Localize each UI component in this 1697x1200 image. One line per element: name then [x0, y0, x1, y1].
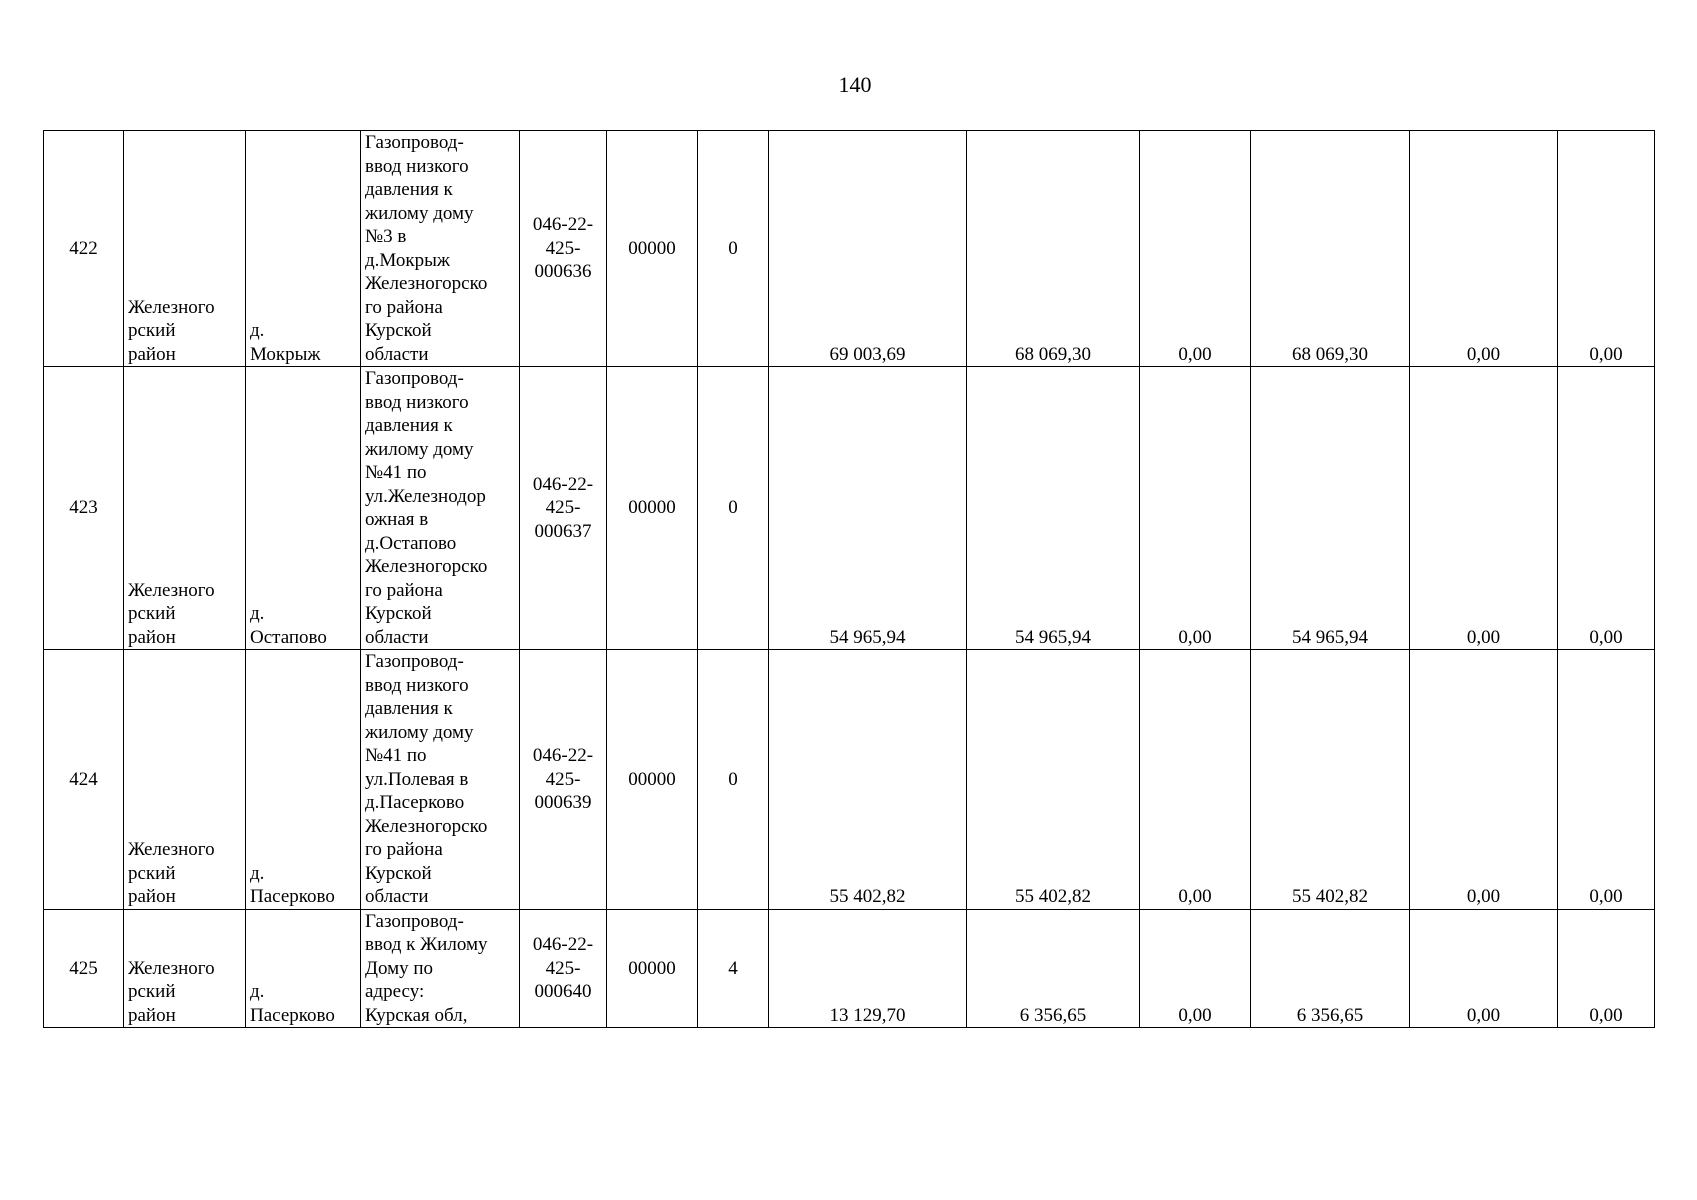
place-cell: [246, 650, 361, 910]
cadastral-code-cell: [520, 650, 607, 910]
cadastral-code-line: 046-22-: [532, 934, 594, 955]
amount-cell-v3: [1140, 909, 1251, 1028]
amount-cell-v6: [1558, 909, 1655, 1028]
place-line: д.: [250, 981, 265, 1002]
quantity-cell: [698, 650, 769, 910]
amount-value: 0,00: [1589, 1004, 1623, 1026]
district-line: район: [128, 343, 176, 365]
quantity-value: 0: [728, 497, 738, 519]
row-number: 425: [69, 957, 98, 979]
district-line: рский: [128, 320, 176, 341]
cadastral-code-line: 425-: [545, 957, 581, 979]
cadastral-code-cell: [520, 909, 607, 1028]
amount-cell-v6: [1558, 650, 1655, 910]
district-line: рский: [128, 603, 176, 624]
cadastral-code-line: 000640: [534, 981, 592, 1002]
district-line: рский: [128, 981, 176, 1002]
table-row: [44, 367, 1655, 650]
description-line: жилому дому: [365, 721, 474, 743]
amount-cell-v3: [1140, 131, 1251, 367]
district-line: район: [128, 886, 176, 907]
district-line: Железного: [128, 839, 215, 860]
amount-value: 0,00: [1589, 343, 1623, 365]
cadastral-code-line: 425-: [545, 497, 581, 519]
amount-cell-v1: [769, 909, 967, 1028]
amount-value: 0,00: [1589, 626, 1623, 648]
amount-value: 68 069,30: [1015, 343, 1091, 365]
cadastral-code-cell: [520, 367, 607, 650]
amount-value: 0,00: [1466, 343, 1501, 365]
description-line: ввод низкого: [365, 674, 469, 696]
description-line: д.Мокрыж: [365, 249, 450, 271]
place-line: д.: [250, 603, 265, 624]
amount-value: 69 003,69: [829, 343, 906, 365]
table-row: [44, 909, 1655, 1028]
amount-value: 6 356,65: [1019, 1004, 1087, 1026]
description-cell: [361, 367, 520, 650]
description-line: жилому дому: [365, 202, 474, 224]
place-line: Остапово: [250, 626, 327, 648]
description-line: жилому дому: [365, 438, 474, 460]
description-line: №41 по: [365, 462, 427, 483]
amount-value: 55 402,82: [1015, 886, 1091, 907]
zeros-value: 00000: [628, 957, 676, 979]
description-line: Курской: [365, 320, 432, 341]
district-line: Железного: [128, 957, 215, 979]
amount-value: 6 356,65: [1296, 1004, 1364, 1026]
district-line: рский: [128, 862, 176, 884]
amount-cell-v5: [1410, 909, 1558, 1028]
cadastral-code-line: 046-22-: [532, 473, 594, 495]
description-line: Курская обл,: [365, 1004, 468, 1026]
description-line: ввод к Жилому: [365, 934, 488, 955]
amount-value: 0,00: [1466, 1004, 1501, 1026]
amount-value: 54 965,94: [829, 626, 906, 648]
amount-cell-v4: [1251, 367, 1410, 650]
amount-value: 0,00: [1466, 626, 1501, 648]
amount-value: 55 402,82: [829, 886, 906, 907]
cadastral-code-line: 000636: [534, 261, 592, 283]
cadastral-code-line: 046-22-: [532, 214, 594, 236]
place-cell: [246, 367, 361, 650]
row-number: 424: [69, 768, 98, 790]
quantity-cell: [698, 909, 769, 1028]
description-line: Курской: [365, 603, 432, 624]
amount-cell-v6: [1558, 367, 1655, 650]
amount-value: 0,00: [1178, 343, 1212, 365]
amount-cell-v4: [1251, 909, 1410, 1028]
row-number: 423: [69, 497, 98, 519]
description-line: ул.Полевая в: [365, 768, 469, 790]
row-number-cell: [44, 909, 124, 1028]
amount-cell-v5: [1410, 650, 1558, 910]
zeros-value: 00000: [628, 497, 676, 519]
amount-value: 0,00: [1178, 1004, 1212, 1026]
zeros-cell: [607, 650, 698, 910]
district-line: район: [128, 626, 176, 648]
district-cell: [124, 367, 246, 650]
page-number: 140: [838, 72, 872, 97]
cadastral-code-line: 425-: [545, 768, 581, 790]
description-line: давления к: [365, 415, 453, 436]
amount-cell-v2: [967, 367, 1140, 650]
row-number: 422: [69, 237, 98, 259]
zeros-value: 00000: [628, 237, 676, 259]
amount-cell-v5: [1410, 131, 1558, 367]
cadastral-code-line: 425-: [545, 237, 581, 259]
description-line: №3 в: [365, 226, 407, 247]
description-line: Газопровод-: [365, 132, 464, 153]
description-line: давления к: [365, 179, 453, 200]
property-table: [43, 130, 1655, 1028]
place-line: Мокрыж: [250, 343, 321, 365]
amount-cell-v2: [967, 909, 1140, 1028]
description-line: ожная в: [365, 509, 429, 530]
zeros-cell: [607, 367, 698, 650]
amount-cell-v6: [1558, 131, 1655, 367]
place-line: д.: [250, 862, 265, 884]
amount-value: 54 965,94: [1015, 626, 1091, 648]
description-line: Железногорско: [365, 273, 488, 294]
description-line: Газопровод-: [365, 910, 464, 932]
amount-value: 13 129,70: [829, 1004, 906, 1026]
amount-value: 68 069,30: [1292, 343, 1368, 365]
amount-value: 54 965,94: [1292, 626, 1368, 648]
description-line: давления к: [365, 698, 453, 719]
row-number-cell: [44, 131, 124, 367]
amount-cell-v1: [769, 367, 967, 650]
zeros-cell: [607, 909, 698, 1028]
amount-cell-v2: [967, 650, 1140, 910]
amount-cell-v4: [1251, 650, 1410, 910]
description-line: ввод низкого: [365, 155, 469, 177]
district-cell: [124, 650, 246, 910]
description-line: Газопровод-: [365, 651, 464, 672]
quantity-value: 0: [728, 768, 738, 790]
amount-cell-v3: [1140, 650, 1251, 910]
district-cell: [124, 131, 246, 367]
description-line: го района: [365, 579, 443, 601]
place-line: д.: [250, 320, 265, 341]
amount-cell-v4: [1251, 131, 1410, 367]
quantity-value: 4: [728, 957, 738, 979]
description-line: области: [365, 343, 429, 365]
amount-value: 0,00: [1589, 886, 1623, 907]
description-line: ул.Железнодор: [365, 485, 486, 507]
description-line: области: [365, 886, 429, 907]
table-body: [44, 131, 1655, 1028]
amount-value: 0,00: [1466, 886, 1501, 907]
table-row: [44, 650, 1655, 910]
district-line: Железного: [128, 296, 215, 318]
description-cell: [361, 131, 520, 367]
district-line: район: [128, 1004, 176, 1026]
description-cell: [361, 909, 520, 1028]
cadastral-code-line: 046-22-: [532, 745, 594, 766]
zeros-value: 00000: [628, 768, 676, 790]
description-line: д.Остапово: [365, 532, 457, 554]
quantity-value: 0: [728, 237, 738, 259]
amount-value: 55 402,82: [1292, 886, 1368, 907]
amount-cell-v2: [967, 131, 1140, 367]
description-line: области: [365, 626, 429, 648]
description-cell: [361, 650, 520, 910]
description-line: Газопровод-: [365, 368, 464, 389]
description-line: №41 по: [365, 745, 427, 766]
amount-value: 0,00: [1178, 626, 1212, 648]
table-row: [44, 131, 1655, 367]
district-cell: [124, 909, 246, 1028]
zeros-cell: [607, 131, 698, 367]
description-line: Курской: [365, 862, 432, 884]
amount-value: 0,00: [1178, 886, 1212, 907]
description-line: го района: [365, 296, 443, 318]
amount-cell-v1: [769, 131, 967, 367]
description-line: адресу:: [365, 981, 425, 1002]
place-line: Пасерково: [250, 1004, 335, 1026]
cadastral-code-cell: [520, 131, 607, 367]
amount-cell-v5: [1410, 367, 1558, 650]
description-line: го района: [365, 839, 443, 860]
description-line: ввод низкого: [365, 391, 469, 413]
cadastral-code-line: 000637: [534, 520, 592, 542]
quantity-cell: [698, 131, 769, 367]
place-line: Пасерково: [250, 886, 335, 907]
amount-cell-v1: [769, 650, 967, 910]
row-number-cell: [44, 650, 124, 910]
amount-cell-v3: [1140, 367, 1251, 650]
place-cell: [246, 909, 361, 1028]
place-cell: [246, 131, 361, 367]
quantity-cell: [698, 367, 769, 650]
description-line: Дому по: [365, 957, 434, 979]
row-number-cell: [44, 367, 124, 650]
description-line: д.Пасерково: [365, 792, 465, 813]
description-line: Железногорско: [365, 556, 488, 577]
cadastral-code-line: 000639: [534, 792, 592, 813]
description-line: Железногорско: [365, 815, 488, 837]
district-line: Железного: [128, 579, 215, 601]
